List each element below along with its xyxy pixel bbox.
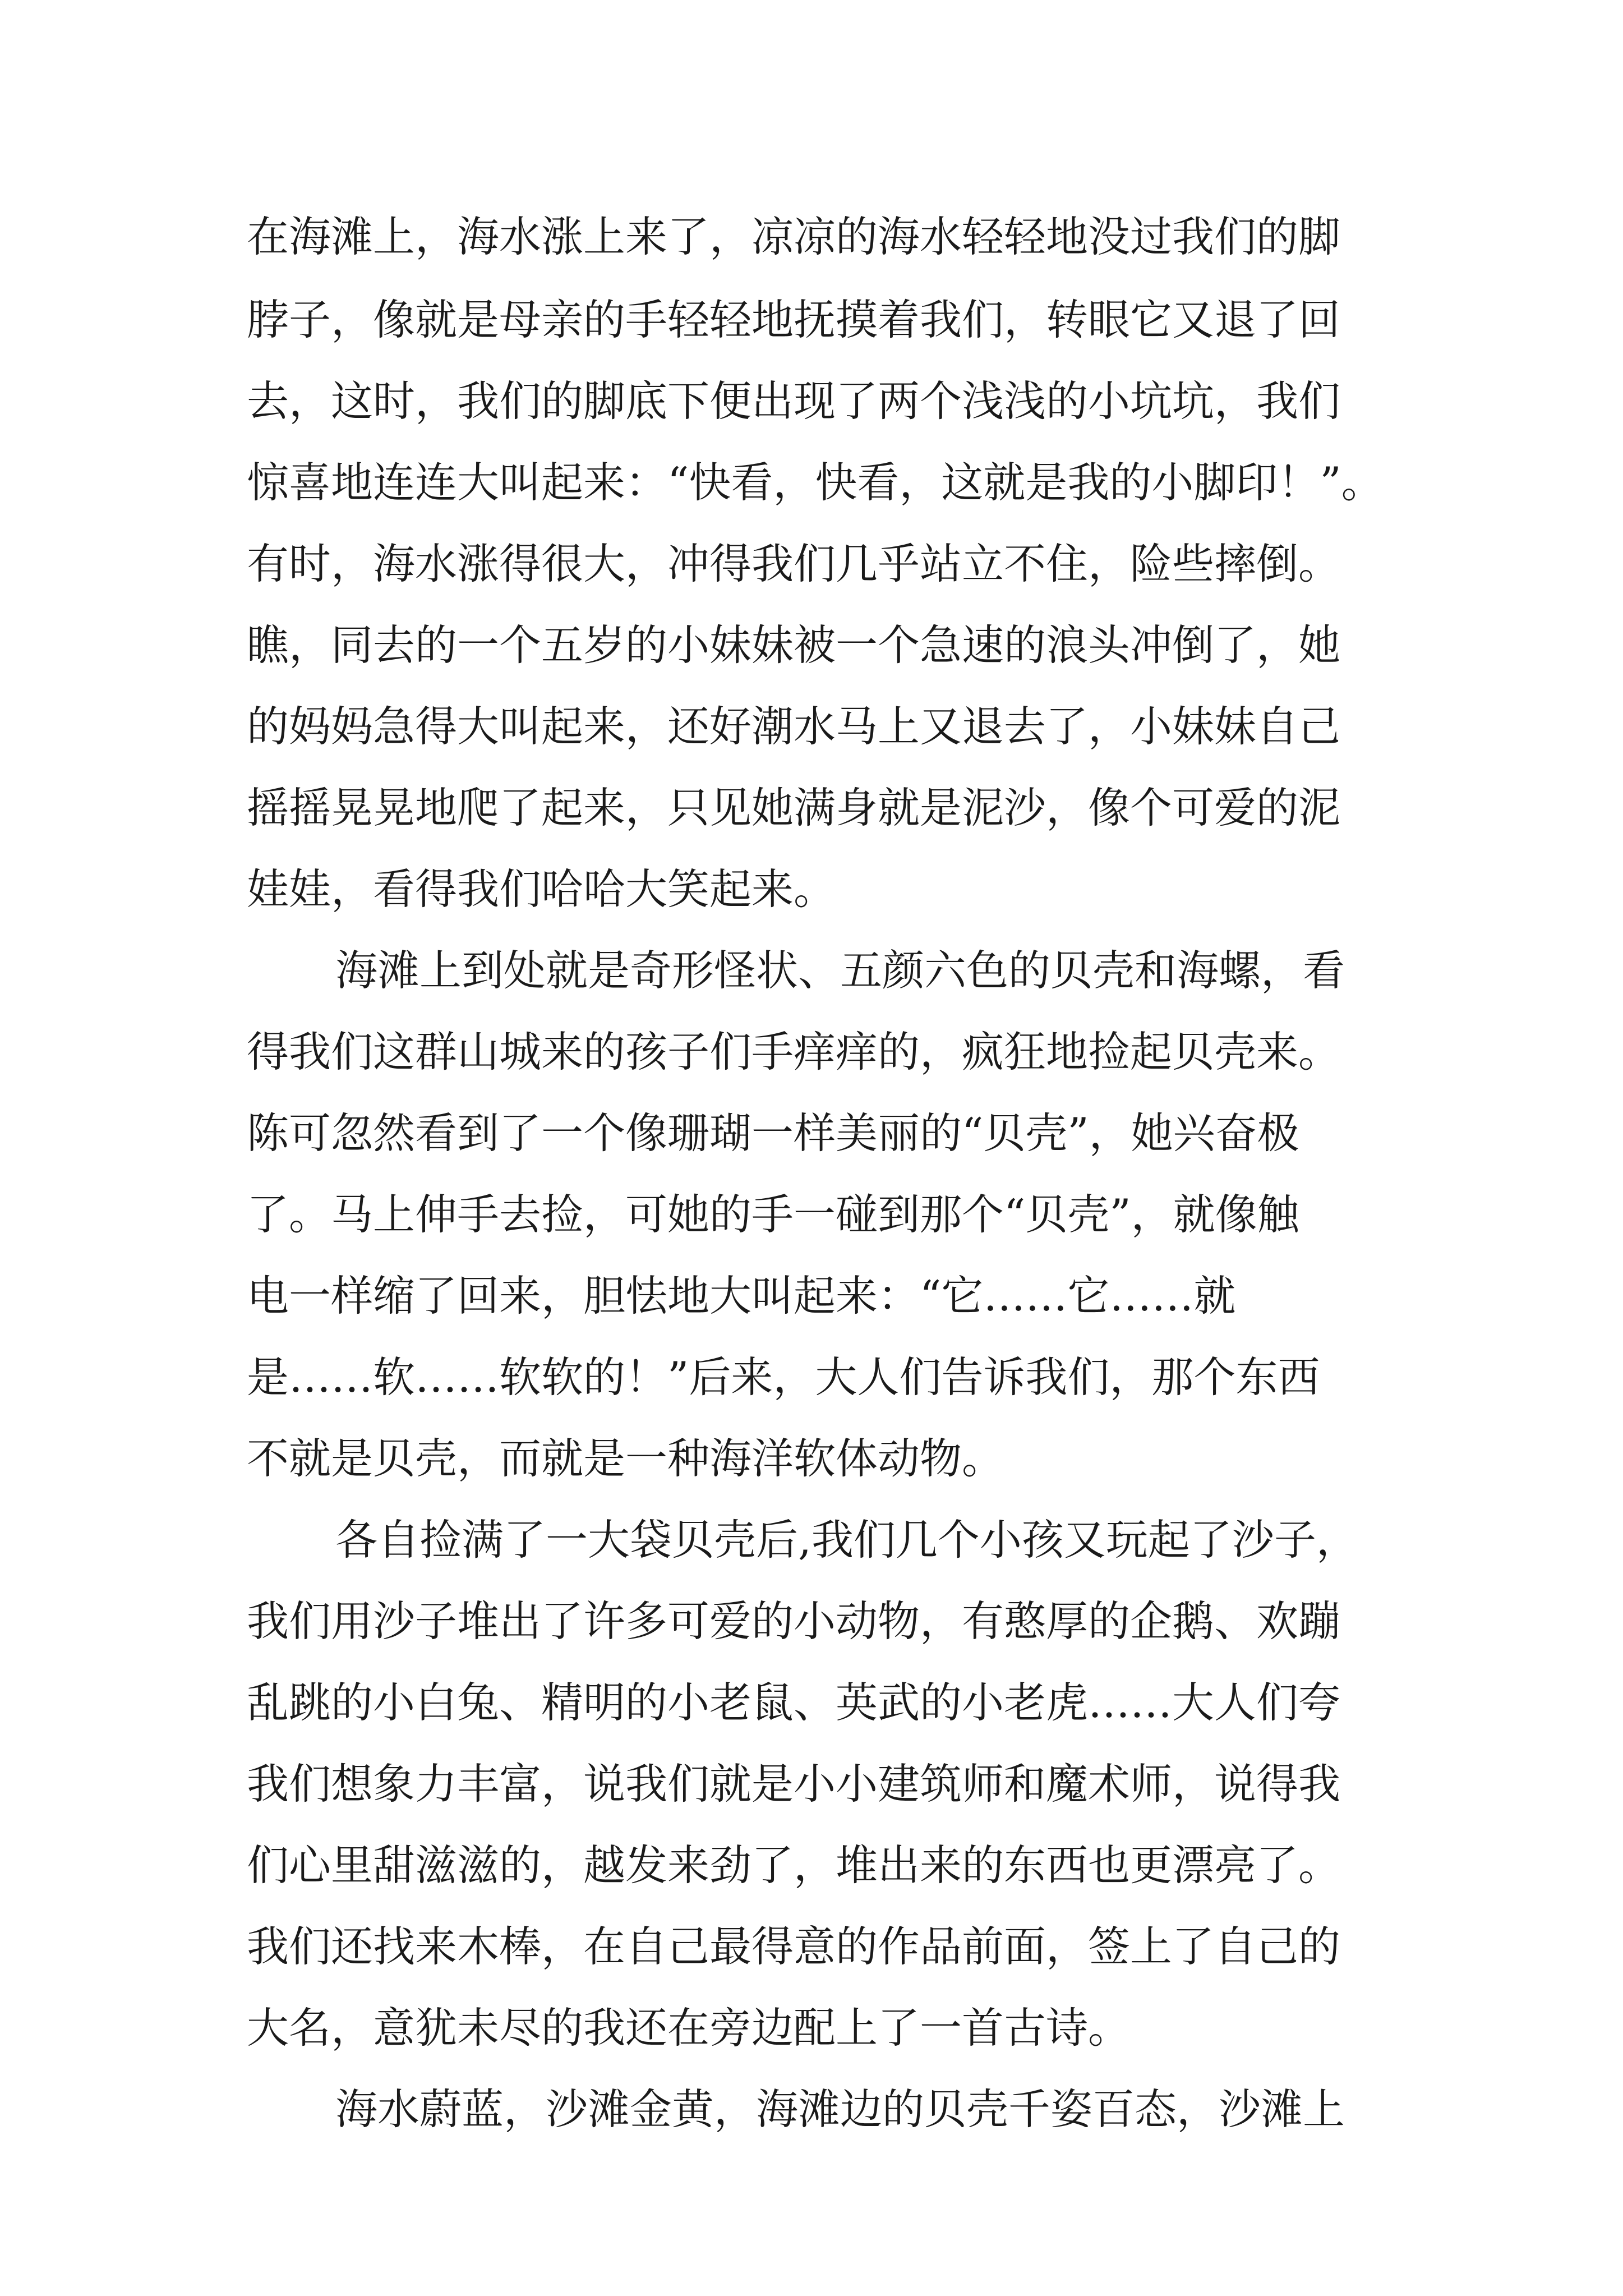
text-line: 在海滩上，海水涨上来了，凉凉的海水轻轻地没过我们的脚 <box>247 212 1341 261</box>
text-line: 娃娃，看得我们哈哈大笑起来。 <box>247 864 836 914</box>
text-line: 大名，意犹未尽的我还在旁边配上了一首古诗。 <box>247 2003 1131 2053</box>
text-line: 的妈妈急得大叫起来，还好潮水马上又退去了，小妹妹自己 <box>247 702 1341 751</box>
text-line: 惊喜地连连大叫起来：“快看，快看，这就是我的小脚印！”。 <box>247 458 1384 507</box>
text-line: 去，这时，我们的脚底下便出现了两个浅浅的小坑坑，我们 <box>247 376 1341 426</box>
text-line: 我们还找来木棒，在自己最得意的作品前面，签上了自己的 <box>247 1922 1341 1971</box>
text-line: 海水蔚蓝，沙滩金黄，海滩边的贝壳千姿百态，沙滩上 <box>335 2085 1345 2134</box>
text-line: 电一样缩了回来，胆怯地大叫起来：“它……它……就 <box>247 1271 1236 1320</box>
text-line: 陈可忽然看到了一个像珊瑚一样美丽的“贝壳”，她兴奋极 <box>247 1108 1299 1158</box>
text-line: 是……软……软软的！”后来，大人们告诉我们，那个东西 <box>247 1352 1320 1402</box>
text-line: 不就是贝壳，而就是一种海洋软体动物。 <box>247 1434 1004 1483</box>
text-line: 我们用沙子堆出了许多可爱的小动物，有憨厚的企鹅、欢蹦 <box>247 1596 1341 1646</box>
text-line: 得我们这群山城来的孩子们手痒痒的，疯狂地捡起贝壳来。 <box>247 1027 1341 1076</box>
text-line: 们心里甜滋滋的，越发来劲了，堆出来的东西也更漂亮了。 <box>247 1841 1341 1890</box>
text-line: 乱跳的小白兔、精明的小老鼠、英武的小老虎……大人们夸 <box>247 1678 1341 1727</box>
text-line: 有时，海水涨得很大，冲得我们几乎站立不住，险些摔倒。 <box>247 539 1341 588</box>
text-line: 瞧，同去的一个五岁的小妹妹被一个急速的浪头冲倒了，她 <box>247 620 1341 670</box>
text-line: 海滩上到处就是奇形怪状、五颜六色的贝壳和海螺，看 <box>335 946 1345 995</box>
text-line: 了。马上伸手去捡，可她的手一碰到那个“贝壳”，就像触 <box>247 1190 1299 1239</box>
text-line: 脖子，像就是母亲的手轻轻地抚摸着我们，转眼它又退了回 <box>247 295 1341 344</box>
text-line: 我们想象力丰富，说我们就是小小建筑师和魔术师，说得我 <box>247 1759 1341 1809</box>
text-line: 各自捡满了一大袋贝壳后,我们几个小孩又玩起了沙子， <box>335 1515 1358 1565</box>
text-line: 摇摇晃晃地爬了起来，只见她满身就是泥沙，像个可爱的泥 <box>247 783 1341 832</box>
